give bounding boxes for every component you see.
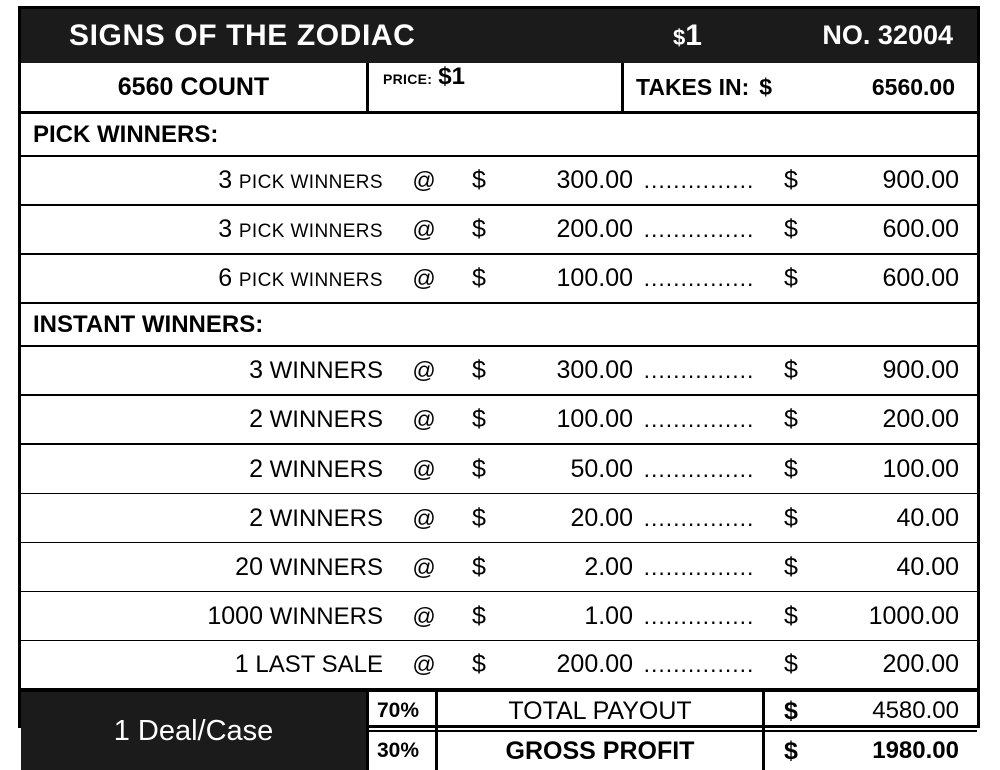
price-amount: 1 xyxy=(685,19,702,52)
at-symbol: @ xyxy=(412,602,436,629)
at-symbol: @ xyxy=(412,357,436,383)
profit-currency: $ xyxy=(784,736,798,765)
section-heading-pick-winners: PICK WINNERS: xyxy=(21,114,977,157)
unit-value: 1.00 xyxy=(584,601,633,630)
prize-label xyxy=(21,553,393,582)
total-payout-row xyxy=(366,692,977,732)
unit-currency: $ xyxy=(472,601,486,630)
ticket-price-header xyxy=(673,19,702,53)
row-total: 200.00 xyxy=(882,405,959,433)
gross-profit-row xyxy=(366,732,977,770)
total-currency: $ xyxy=(784,405,798,433)
prize-qty: 3 xyxy=(218,166,233,194)
at-symbol: @ xyxy=(412,504,436,531)
table-row xyxy=(21,494,977,543)
prize-label xyxy=(21,356,393,385)
unit-currency: $ xyxy=(472,503,486,532)
leader-dots: ............... xyxy=(643,553,755,580)
prize-unit: PICK WINNERS xyxy=(238,172,383,193)
table-row xyxy=(21,347,977,396)
section-heading-instant-winners: INSTANT WINNERS: xyxy=(21,304,977,347)
form-number: NO. 32004 xyxy=(822,20,953,50)
row-total: 100.00 xyxy=(882,454,959,483)
prize-label xyxy=(21,215,393,244)
row-total: 1000.00 xyxy=(868,601,959,630)
prize-label xyxy=(21,504,393,533)
table-row xyxy=(21,641,977,690)
prize-qty: 2 xyxy=(249,454,263,483)
unit-value: 2.00 xyxy=(584,552,633,581)
prize-unit: WINNERS xyxy=(269,504,383,532)
unit-currency: $ xyxy=(472,650,486,678)
leader-dots: ............... xyxy=(643,504,755,531)
leader-dots: ............... xyxy=(643,216,755,242)
unit-currency: $ xyxy=(472,454,486,483)
prize-label xyxy=(21,650,393,679)
leader-dots: ............... xyxy=(643,265,755,291)
profit-label: GROSS PROFIT xyxy=(438,732,765,770)
unit-value: 100.00 xyxy=(556,405,633,433)
prize-unit: WINNERS xyxy=(269,455,383,483)
table-row xyxy=(21,255,977,304)
unit-currency: $ xyxy=(472,264,486,292)
prize-unit: PICK WINNERS xyxy=(238,221,383,242)
prize-unit: WINNERS xyxy=(269,357,383,384)
summary-row xyxy=(21,63,977,114)
ticket-count: 6560 COUNT xyxy=(21,63,369,111)
prize-label xyxy=(21,602,393,631)
total-currency: $ xyxy=(784,454,798,483)
table-row xyxy=(21,206,977,255)
at-symbol: @ xyxy=(412,651,436,677)
unit-value: 50.00 xyxy=(570,454,633,483)
leader-dots: ............... xyxy=(643,167,755,193)
takes-in-currency: $ xyxy=(759,73,773,100)
row-total: 40.00 xyxy=(896,503,959,532)
prize-qty: 3 xyxy=(249,356,263,384)
at-symbol: @ xyxy=(412,553,436,580)
leader-dots: ............... xyxy=(643,357,755,383)
prize-qty: 6 xyxy=(218,264,233,292)
total-currency: $ xyxy=(784,601,798,630)
at-symbol: @ xyxy=(412,455,436,482)
unit-value: 300.00 xyxy=(556,166,633,194)
payout-label: TOTAL PAYOUT xyxy=(438,692,765,730)
price-cell xyxy=(369,63,624,111)
prize-unit: WINNERS xyxy=(269,553,383,581)
prize-unit: WINNERS xyxy=(269,602,383,630)
unit-value: 200.00 xyxy=(556,215,633,243)
total-currency: $ xyxy=(784,264,798,292)
table-row xyxy=(21,396,977,445)
prize-label xyxy=(21,264,393,293)
game-title: SIGNS OF THE ZODIAC xyxy=(69,19,416,52)
leader-dots: ............... xyxy=(643,455,755,482)
card-footer xyxy=(21,690,977,770)
total-currency: $ xyxy=(784,552,798,581)
profit-percent: 30% xyxy=(366,732,438,770)
row-total: 600.00 xyxy=(882,264,959,292)
prize-label xyxy=(21,166,393,195)
row-total: 200.00 xyxy=(882,650,959,678)
takes-in-cell xyxy=(624,63,977,111)
table-row xyxy=(21,543,977,592)
payout-amount: 4580.00 xyxy=(872,697,959,724)
price-currency: $ xyxy=(673,25,686,50)
prize-label xyxy=(21,405,393,434)
total-currency: $ xyxy=(784,215,798,243)
unit-currency: $ xyxy=(472,356,486,384)
at-symbol: @ xyxy=(412,216,436,242)
row-total: 900.00 xyxy=(882,356,959,384)
prize-label xyxy=(21,455,393,484)
unit-value: 200.00 xyxy=(556,650,633,678)
total-currency: $ xyxy=(784,356,798,384)
unit-currency: $ xyxy=(472,552,486,581)
at-symbol: @ xyxy=(412,167,436,193)
total-currency: $ xyxy=(784,503,798,532)
unit-currency: $ xyxy=(472,166,486,194)
leader-dots: ............... xyxy=(643,651,755,677)
totals-block xyxy=(366,692,977,770)
leader-dots: ............... xyxy=(643,406,755,432)
payout-currency: $ xyxy=(784,696,798,725)
takes-in-label: TAKES IN: xyxy=(636,73,750,100)
row-total: 900.00 xyxy=(882,166,959,194)
takes-in-amount: 6560.00 xyxy=(871,73,955,100)
prize-qty: 20 xyxy=(235,552,263,581)
table-row xyxy=(21,592,977,641)
at-symbol: @ xyxy=(412,406,436,432)
prize-qty: 3 xyxy=(218,215,233,243)
deal-per-case: 1 Deal/Case xyxy=(21,692,366,770)
at-symbol: @ xyxy=(412,265,436,291)
card-header xyxy=(21,9,977,63)
total-currency: $ xyxy=(784,650,798,678)
profit-amount: 1980.00 xyxy=(872,737,959,764)
row-total: 600.00 xyxy=(882,215,959,243)
table-row xyxy=(21,157,977,206)
prize-qty: 1 xyxy=(234,650,249,678)
unit-value: 20.00 xyxy=(570,503,633,532)
row-total: 40.00 xyxy=(896,552,959,581)
prize-qty: 1000 xyxy=(207,601,263,630)
unit-value: 100.00 xyxy=(556,264,633,292)
table-row xyxy=(21,445,977,494)
leader-dots: ............... xyxy=(643,602,755,629)
unit-currency: $ xyxy=(472,215,486,243)
flare-card xyxy=(18,6,980,765)
prize-unit: LAST SALE xyxy=(255,651,383,678)
unit-value: 300.00 xyxy=(556,356,633,384)
prize-qty: 2 xyxy=(249,503,263,532)
prize-unit: WINNERS xyxy=(269,406,383,433)
prize-qty: 2 xyxy=(249,405,263,433)
price-label: PRICE: xyxy=(383,71,433,87)
prize-unit: PICK WINNERS xyxy=(238,270,383,291)
total-currency: $ xyxy=(784,166,798,194)
payout-percent: 70% xyxy=(366,692,438,730)
price-value: $1 xyxy=(438,63,465,90)
unit-currency: $ xyxy=(472,405,486,433)
